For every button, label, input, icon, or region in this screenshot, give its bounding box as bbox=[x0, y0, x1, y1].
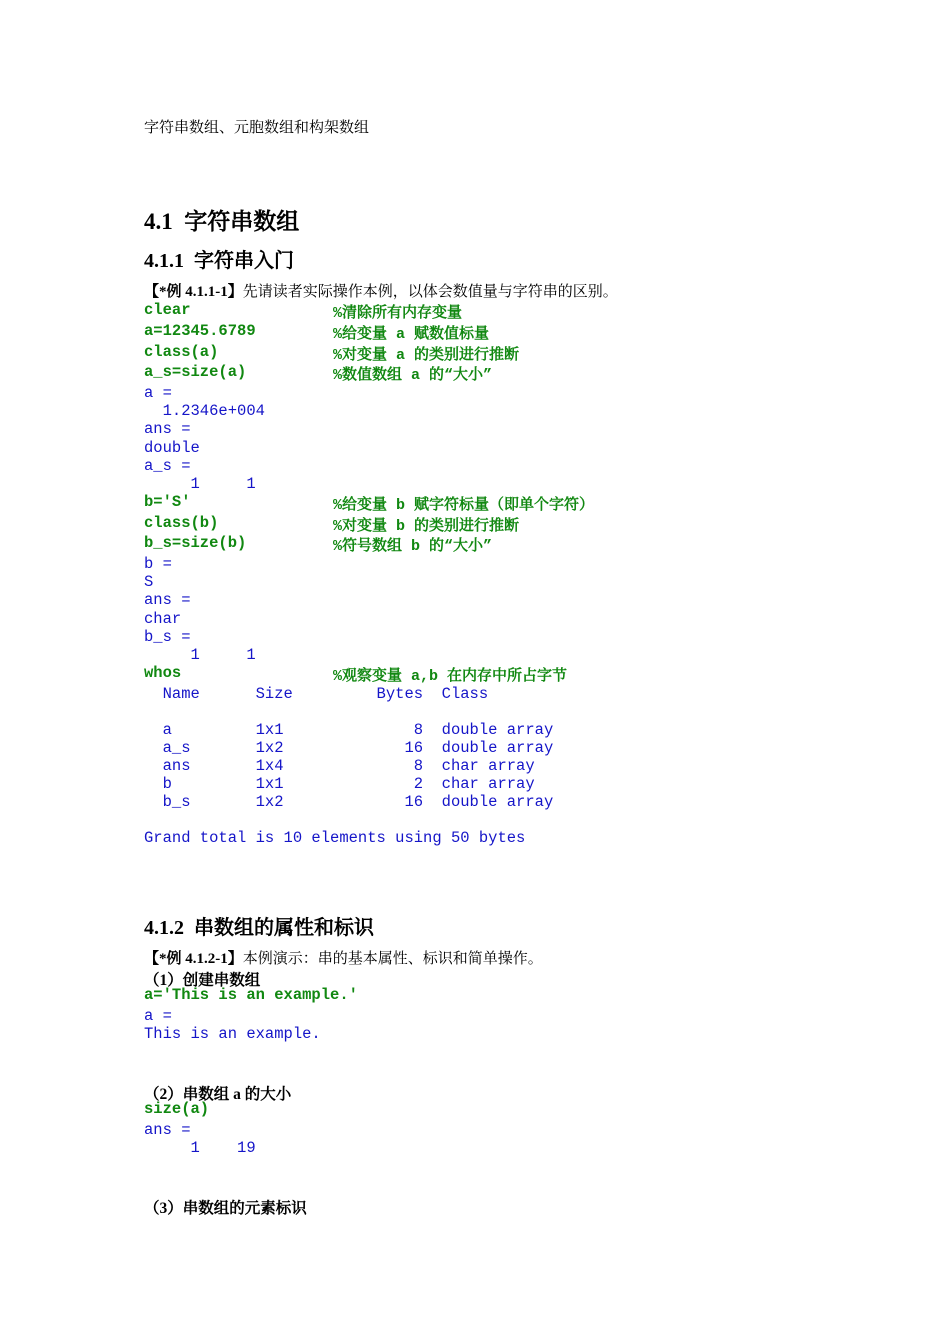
example-label: 【*例 4.1.2-1】 bbox=[144, 951, 243, 967]
code-output: 1.2346e+004 bbox=[144, 402, 265, 421]
section-title-4-1-2: 4.1.2 串数组的属性和标识 bbox=[144, 917, 374, 939]
code-output: Name Size Bytes Class bbox=[144, 684, 489, 703]
code-output: char bbox=[144, 609, 182, 628]
code-output: a_s = bbox=[144, 456, 191, 475]
step-3-label: （3）串数组的元素标识 bbox=[144, 1200, 307, 1217]
code-output: Grand total is 10 elements using 50 bytes bbox=[144, 829, 526, 848]
example-intro-4-1-1-1 bbox=[144, 280, 618, 301]
code-command: b_s=size(b) bbox=[144, 534, 247, 553]
code-output: b_s = bbox=[144, 627, 191, 646]
code-comment: %给变量 a 赋数值标量 bbox=[333, 325, 490, 343]
code-output: a_s 1x2 16 double array bbox=[144, 738, 554, 757]
code-output: ans 1x4 8 char array bbox=[144, 757, 535, 775]
code-output: b 1x1 2 char array bbox=[144, 775, 535, 794]
code-comment: %观察变量 a,b 在内存中所占字节 bbox=[333, 667, 568, 685]
code-command: b='S' bbox=[144, 492, 191, 511]
example-text: 先请读者实际操作本例，以体会数值量与字符串的区别。 bbox=[242, 284, 618, 300]
step-2-label: （2）串数组 a 的大小 bbox=[144, 1086, 292, 1103]
step-1-label: （1）创建串数组 bbox=[144, 972, 261, 989]
code-output: This is an example. bbox=[144, 1024, 321, 1043]
code-command: class(a) bbox=[144, 342, 219, 361]
code-command: a=12345.6789 bbox=[144, 321, 256, 340]
code-command: a_s=size(a) bbox=[144, 363, 247, 382]
code-comment: %符号数组 b 的“大小” bbox=[333, 538, 493, 556]
code-output: S bbox=[144, 573, 154, 592]
code-command: size(a) bbox=[144, 1100, 210, 1118]
code-output: double bbox=[144, 438, 200, 457]
code-comment: %对变量 a 的类别进行推断 bbox=[333, 346, 520, 364]
code-output: a = bbox=[144, 384, 172, 403]
code-output: ans = bbox=[144, 591, 191, 610]
code-output: b = bbox=[144, 555, 172, 574]
example-intro-4-1-2-1 bbox=[144, 947, 543, 968]
code-command: class(b) bbox=[144, 513, 219, 532]
code-command: whos bbox=[144, 663, 182, 682]
code-comment: %清除所有内存变量 bbox=[333, 305, 463, 322]
code-comment: %对变量 b 的类别进行推断 bbox=[333, 517, 520, 535]
section-title-4-1-1: 4.1.1 字符串入门 bbox=[144, 250, 294, 272]
code-output: b_s 1x2 16 double array bbox=[144, 793, 554, 812]
code-output: 1 1 bbox=[144, 474, 256, 493]
example-label: 【*例 4.1.1-1】 bbox=[144, 284, 243, 300]
code-output: 1 19 bbox=[144, 1138, 256, 1157]
code-command: clear bbox=[144, 301, 191, 319]
code-output: a 1x1 8 double array bbox=[144, 720, 554, 739]
code-output: ans = bbox=[144, 420, 191, 439]
code-output: 1 1 bbox=[144, 645, 256, 664]
section-title-4-1: 4.1 字符串数组 bbox=[144, 209, 300, 234]
page-header: 字符串数组、元胞数组和构架数组 bbox=[144, 120, 370, 136]
code-comment: %给变量 b 赋字符标量（即单个字符） bbox=[333, 496, 595, 514]
code-command: a='This is an example.' bbox=[144, 986, 358, 1004]
code-output: a = bbox=[144, 1006, 172, 1025]
code-output: ans = bbox=[144, 1120, 191, 1139]
example-text: 本例演示：串的基本属性、标识和简单操作。 bbox=[242, 951, 543, 967]
code-comment: %数值数组 a 的“大小” bbox=[333, 367, 493, 385]
